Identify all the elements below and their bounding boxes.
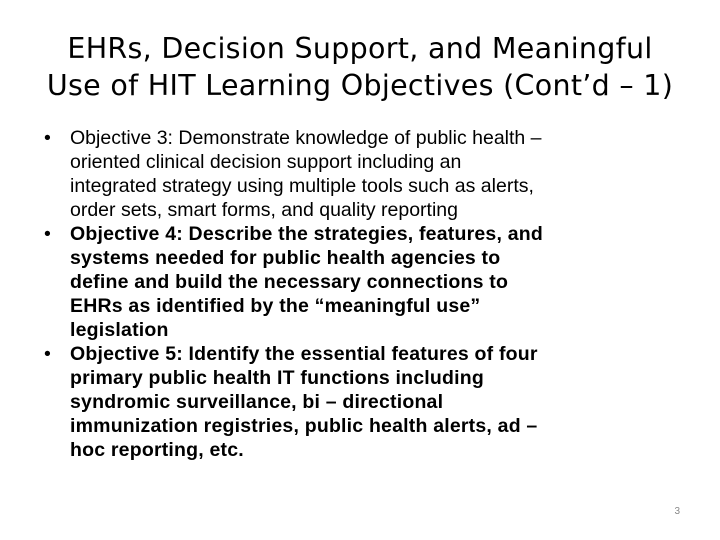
bullet-text bbox=[70, 222, 704, 342]
bullet-line: Objective 3: Demonstrate knowledge of public health – bbox=[70, 127, 542, 149]
bullet-objective-3 bbox=[44, 126, 704, 222]
bullet-line: systems needed for public health agencies to bbox=[70, 247, 501, 269]
bullet-objective-4 bbox=[44, 222, 704, 342]
bullet-list bbox=[44, 126, 704, 462]
slide-title bbox=[0, 30, 720, 104]
bullet-text bbox=[70, 126, 704, 222]
title-line: Use of HIT Learning Objectives (Cont’d – 1) bbox=[46, 69, 674, 102]
bullet-marker: • bbox=[44, 127, 51, 149]
bullet-line: legislation bbox=[70, 319, 169, 341]
bullet-line: Objective 4: Describe the strategies, features, and bbox=[70, 223, 543, 245]
bullet-line: integrated strategy using multiple tools such as alerts, bbox=[70, 175, 534, 197]
bullet-line: immunization registries, public health alerts, ad – bbox=[70, 415, 538, 437]
bullet-line: order sets, smart forms, and quality reporting bbox=[70, 199, 458, 221]
bullet-line: oriented clinical decision support including an bbox=[70, 151, 462, 173]
bullet-line: define and build the necessary connections to bbox=[70, 271, 509, 293]
bullet-line: syndromic surveillance, bi – directional bbox=[70, 391, 444, 413]
bullet-line: Objective 5: Identify the essential features of four bbox=[70, 343, 538, 365]
bullet-marker: • bbox=[44, 343, 51, 365]
bullet-line: hoc reporting, etc. bbox=[70, 439, 244, 461]
bullet-marker: • bbox=[44, 223, 51, 245]
page-number: 3 bbox=[674, 506, 680, 517]
bullet-objective-5 bbox=[44, 342, 704, 462]
bullet-text bbox=[70, 342, 704, 462]
title-line: EHRs, Decision Support, and Meaningful bbox=[67, 32, 653, 65]
bullet-line: EHRs as identified by the “meaningful use” bbox=[70, 295, 481, 317]
bullet-line: primary public health IT functions including bbox=[70, 367, 484, 389]
